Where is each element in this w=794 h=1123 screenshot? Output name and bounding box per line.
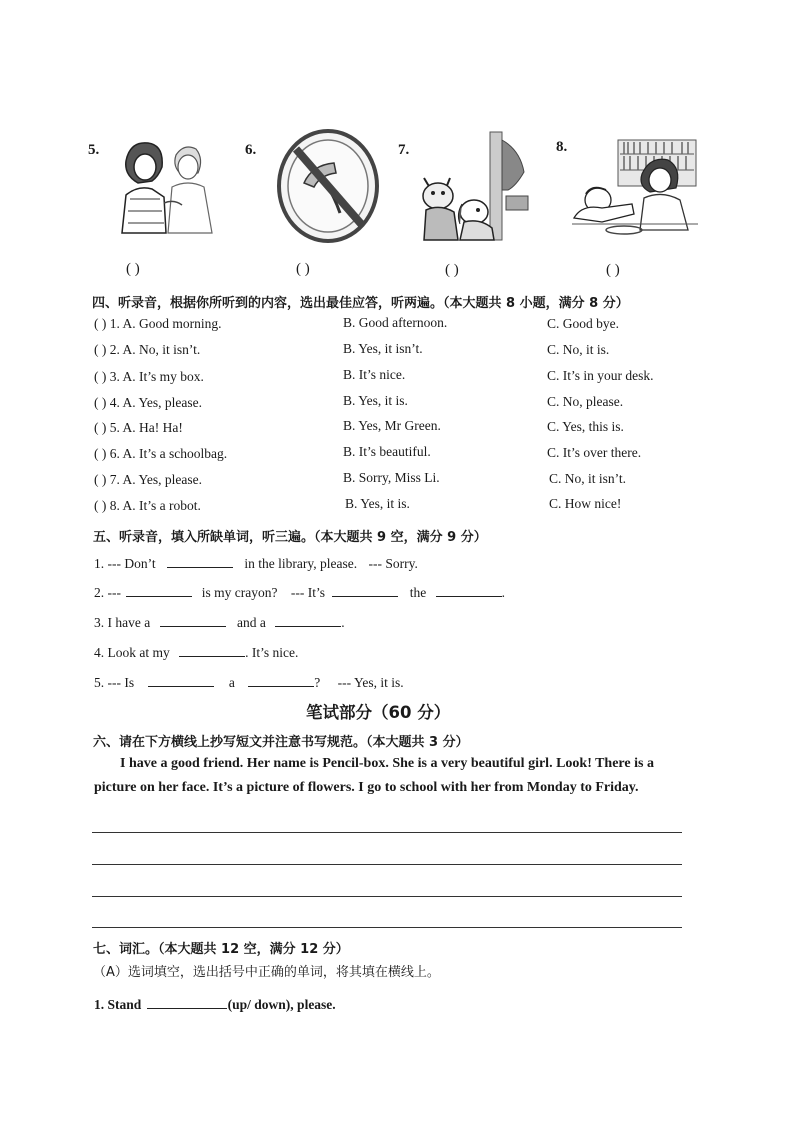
s5-s5-blank-1[interactable] bbox=[148, 674, 214, 687]
s7-question-1 bbox=[94, 996, 336, 1013]
answer-bracket-5[interactable]: ( ) bbox=[126, 261, 140, 277]
section-4-header: 四、听录音，根据你所听到的内容，选出最佳应答，听两遍。（本大题共 8 小题，满分 8 分） bbox=[92, 296, 629, 311]
picture-number-7: 7. bbox=[398, 142, 410, 158]
copy-passage-line-2: picture on her face. It’s a picture of flowers. I go to school with her from Monday to Friday. bbox=[94, 780, 639, 795]
s5-sentence-2 bbox=[94, 584, 505, 601]
s4-q7-option-a[interactable]: ( ) 7. A. Yes, please. bbox=[94, 472, 202, 487]
s5-s3-text-b: and a bbox=[236, 615, 266, 630]
s5-s5-text-a: 5. --- Is bbox=[94, 675, 135, 690]
s5-sentence-1 bbox=[94, 555, 418, 572]
writing-line-2[interactable] bbox=[92, 864, 682, 865]
s4-q6-option-a[interactable]: ( ) 6. A. It’s a schoolbag. bbox=[94, 446, 228, 461]
s4-q8-option-b: B. Yes, it is. bbox=[345, 496, 410, 511]
s4-q5-option-a[interactable]: ( ) 5. A. Ha! Ha! bbox=[94, 420, 183, 435]
s5-s2-blank-2[interactable] bbox=[332, 584, 398, 597]
s4-q1-option-c: C. Good bye. bbox=[547, 316, 619, 331]
s4-q4-option-a[interactable]: ( ) 4. A. Yes, please. bbox=[94, 395, 202, 410]
s5-s2-text-e: . bbox=[501, 585, 505, 600]
s4-q7-option-b: B. Sorry, Miss Li. bbox=[343, 470, 440, 485]
s4-q6-option-b: B. It’s beautiful. bbox=[343, 444, 431, 459]
writing-line-1[interactable] bbox=[92, 832, 682, 833]
s5-s5-blank-2[interactable] bbox=[248, 674, 314, 687]
s7-q1-text-b: (up/ down), please. bbox=[227, 997, 336, 1012]
cat-and-dog-picture bbox=[416, 130, 531, 242]
s5-s1-text-c: --- Sorry. bbox=[368, 556, 418, 571]
s5-s4-blank-1[interactable] bbox=[179, 644, 245, 657]
s4-q3-option-c: C. It’s in your desk. bbox=[547, 368, 654, 383]
s4-q1-option-a[interactable]: ( ) 1. A. Good morning. bbox=[94, 316, 222, 331]
s5-s2-blank-3[interactable] bbox=[436, 584, 502, 597]
s5-s2-text-d: the bbox=[409, 585, 427, 600]
picture-number-8: 8. bbox=[556, 139, 568, 155]
s5-s4-text-a: 4. Look at my bbox=[94, 645, 170, 660]
s5-s5-text-c: ? bbox=[314, 675, 321, 690]
answer-bracket-8[interactable]: ( ) bbox=[606, 262, 620, 278]
s4-q2-option-a[interactable]: ( ) 2. A. No, it isn’t. bbox=[94, 342, 201, 357]
s4-q5-option-c: C. Yes, this is. bbox=[547, 419, 624, 434]
s4-q4-option-c: C. No, please. bbox=[547, 394, 624, 409]
picture-number-5: 5. bbox=[88, 142, 100, 158]
written-part-title: 笔试部分（60 分） bbox=[306, 703, 451, 722]
woman-and-child-at-table-picture bbox=[572, 138, 698, 242]
s4-q2-option-b: B. Yes, it isn’t. bbox=[343, 341, 423, 356]
s5-s3-blank-1[interactable] bbox=[160, 614, 226, 627]
copy-passage bbox=[94, 752, 694, 800]
s4-q6-option-c: C. It’s over there. bbox=[547, 445, 642, 460]
s4-q2-option-c: C. No, it is. bbox=[547, 342, 610, 357]
s4-q7-option-c: C. No, it isn’t. bbox=[549, 471, 627, 486]
s5-s4-text-b: . It’s nice. bbox=[245, 645, 299, 660]
s5-sentence-3 bbox=[94, 614, 345, 631]
writing-line-4[interactable] bbox=[92, 927, 682, 928]
s4-q3-option-a[interactable]: ( ) 3. A. It’s my box. bbox=[94, 369, 204, 384]
section-6-header: 六、请在下方横线上抄写短文并注意书写规范。（本大题共 3 分） bbox=[93, 735, 469, 750]
two-women-talking-picture bbox=[108, 133, 218, 238]
section-5-header: 五、听录音，填入所缺单词，听三遍。（本大题共 9 空，满分 9 分） bbox=[93, 530, 487, 545]
s5-s1-text-b: in the library, please. bbox=[244, 556, 358, 571]
s5-s3-text-a: 3. I have a bbox=[94, 615, 151, 630]
s4-q4-option-b: B. Yes, it is. bbox=[343, 393, 408, 408]
s4-q8-option-c: C. How nice! bbox=[549, 496, 622, 511]
s5-sentence-5 bbox=[94, 674, 404, 691]
s4-q5-option-b: B. Yes, Mr Green. bbox=[343, 418, 441, 433]
s7-q1-text-a: 1. Stand bbox=[94, 997, 142, 1012]
s5-s2-blank-1[interactable] bbox=[126, 584, 192, 597]
answer-bracket-7[interactable]: ( ) bbox=[445, 262, 459, 278]
writing-line-3[interactable] bbox=[92, 896, 682, 897]
copy-passage-line-1: I have a good friend. Her name is Pencil-box. She is a very beautiful girl. Look! There is a bbox=[120, 756, 654, 771]
s5-s2-text-c: --- It’s bbox=[290, 585, 325, 600]
s5-s5-text-d: --- Yes, it is. bbox=[337, 675, 404, 690]
picture-number-6: 6. bbox=[245, 142, 257, 158]
s5-s3-text-c: . bbox=[341, 615, 345, 630]
s4-q8-option-a[interactable]: ( ) 8. A. It’s a robot. bbox=[94, 498, 201, 513]
answer-bracket-6[interactable]: ( ) bbox=[296, 261, 310, 277]
s5-s2-text-a: 2. --- bbox=[94, 585, 121, 600]
s5-s3-blank-2[interactable] bbox=[275, 614, 341, 627]
s4-q3-option-b: B. It’s nice. bbox=[343, 367, 406, 382]
s5-s2-text-b: is my crayon? bbox=[201, 585, 278, 600]
s5-s1-text-a: 1. --- Don’t bbox=[94, 556, 156, 571]
section-7-subheading-a: （A）选词填空，选出括号中正确的单词，将其填在横线上。 bbox=[93, 965, 440, 980]
s5-s1-blank-1[interactable] bbox=[167, 555, 233, 568]
s7-q1-blank[interactable] bbox=[147, 996, 227, 1009]
s5-s5-text-b: a bbox=[228, 675, 235, 690]
section-7-header: 七、词汇。（本大题共 12 空，满分 12 分） bbox=[93, 942, 349, 957]
no-entry-sign-picture bbox=[276, 127, 380, 245]
s5-sentence-4 bbox=[94, 644, 298, 661]
s4-q1-option-b: B. Good afternoon. bbox=[343, 315, 448, 330]
